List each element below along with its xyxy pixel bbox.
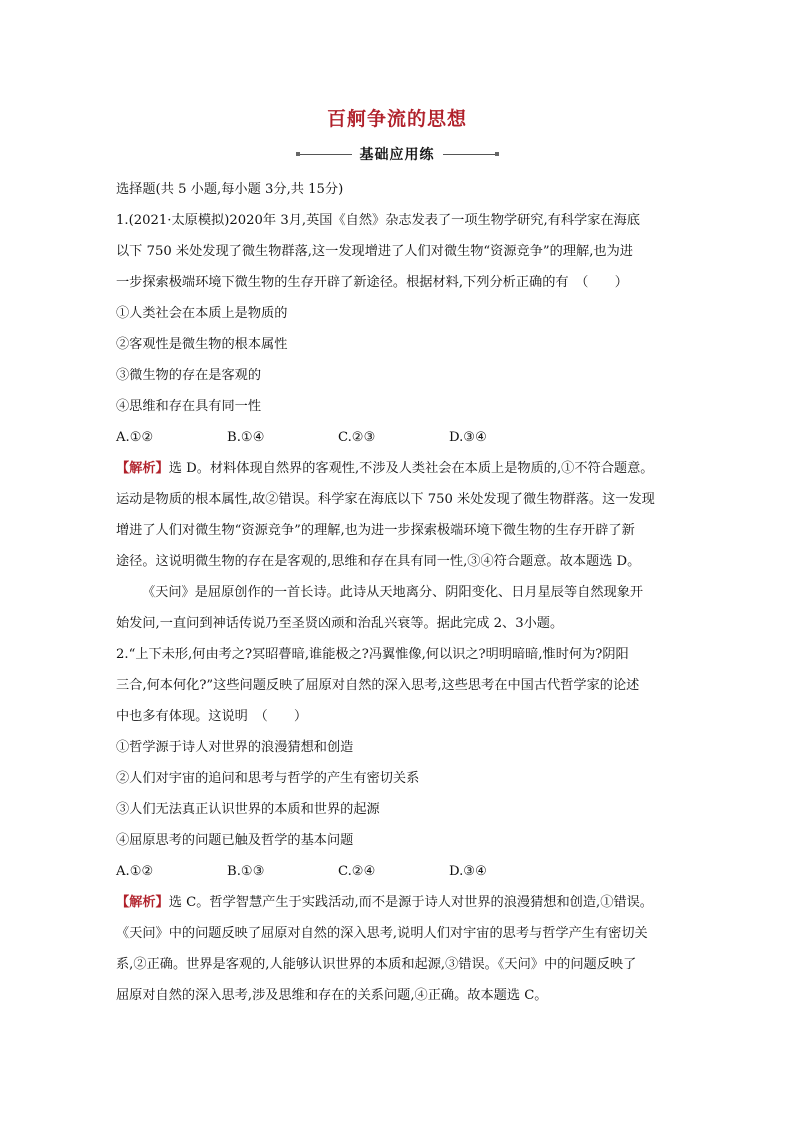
- section-heading-label: 基础应用练: [359, 147, 435, 163]
- section-heading: [0, 144, 794, 164]
- q1-options: [116, 422, 682, 453]
- passage-line: 《天问》是屈原创作的一首长诗。此诗从天地离分、阴阳变化、日月星辰等自然现象开: [142, 585, 644, 600]
- q2-analysis-text: 选 C。哲学智慧产生于实践活动,而不是源于诗人对世界的浪漫猜想和创造,①错误。: [168, 895, 653, 910]
- q1-item: ④思维和存在具有同一性: [116, 399, 262, 414]
- q2-item: ④屈原思考的问题已触及哲学的基本问题: [116, 833, 354, 848]
- q1-item: ③微生物的存在是客观的: [116, 368, 262, 383]
- q1-analysis-tag: 【解析】: [116, 461, 169, 476]
- q2-analysis-line: [116, 887, 682, 918]
- q1-analysis-line: 增进了人们对微生物“资源竞争”的理解,也为进一步探索极端环境下微生物的生存开辟了新: [116, 523, 635, 538]
- q2-stem-line: 中也多有体现。这说明 （ ）: [116, 709, 308, 724]
- heading-left-rule: [296, 152, 352, 156]
- q1-stem-line: 一步探索极端环境下微生物的生存开辟了新途径。根据材料,下列分析正确的有 （ ）: [116, 275, 628, 290]
- question-2: [116, 639, 682, 1011]
- question-1: [116, 205, 682, 577]
- page-title: 百舸争流的思想: [326, 108, 467, 130]
- q2-item: ①哲学源于诗人对世界的浪漫猜想和创造: [116, 740, 354, 755]
- q2-option-a: A.①②: [116, 864, 154, 879]
- q2-options: [116, 856, 682, 887]
- heading-right-rule: [443, 152, 499, 156]
- q1-stem-line: 以下 750 米处发现了微生物群落,这一发现增进了人们对微生物“资源竞争”的理解,也为进: [116, 244, 633, 259]
- q1-stem-line: 1.(2021·太原模拟)2020年 3月,英国《自然》杂志发表了一项生物学研究,有科学家在海底: [116, 213, 640, 228]
- q2-stem-line: 2.“上下未形,何由考之?冥昭瞢暗,谁能极之?冯翼惟像,何以识之?明明暗暗,惟时何为?阴阳: [116, 647, 629, 662]
- passage-line: 始发问,一直问到神话传说乃至圣贤凶顽和治乱兴衰等。据此完成 2、3小题。: [116, 616, 564, 631]
- q2-item: ②人们对宇宙的追问和思考与哲学的产生有密切关系: [116, 771, 420, 786]
- q1-item: ②客观性是微生物的根本属性: [116, 337, 288, 352]
- q1-analysis-line: 运动是物质的根本属性,故②错误。科学家在海底以下 750 米处发现了微生物群落。这一发现: [116, 492, 655, 507]
- q1-option-c: C.②③: [338, 430, 376, 445]
- q1-option-a: A.①②: [116, 430, 154, 445]
- q2-analysis-line: 屈原对自然的深入思考,涉及思维和存在的关系问题,④正确。故本题选 C。: [116, 988, 548, 1003]
- passage: [116, 577, 682, 639]
- q2-item: ③人们无法真正认识世界的本质和世界的起源: [116, 802, 380, 817]
- q2-option-c: C.②④: [338, 864, 376, 879]
- q1-analysis-line: [116, 453, 682, 484]
- q2-analysis-tag: 【解析】: [116, 895, 169, 910]
- question-content: [116, 174, 682, 1011]
- q1-item: ①人类社会在本质上是物质的: [116, 306, 288, 321]
- q2-analysis-line: 《天问》中的问题反映了屈原对自然的深入思考,说明人们对宇宙的思考与哲学产生有密切关: [116, 926, 648, 941]
- q1-analysis-line: 途径。这说明微生物的存在是客观的,思维和存在具有同一性,③④符合题意。故本题选 D。: [116, 554, 641, 569]
- q2-option-d: D.③④: [449, 864, 487, 879]
- q2-analysis-line: 系,②正确。世界是客观的,人能够认识世界的本质和起源,③错误。《天问》中的问题反映了: [116, 957, 637, 972]
- q1-analysis-text: 选 D。材料体现自然界的客观性,不涉及人类社会在本质上是物质的,①不符合题意。: [168, 461, 654, 476]
- intro-text: 选择题(共 5 小题,每小题 3分,共 15分): [116, 182, 344, 197]
- q1-option-d: D.③④: [449, 430, 487, 445]
- q1-option-b: B.①④: [227, 430, 265, 445]
- q2-option-b: B.①③: [227, 864, 265, 879]
- q2-stem-line: 三合,何本何化?”这些问题反映了屈原对自然的深入思考,这些思考在中国古代哲学家的论述: [116, 678, 640, 693]
